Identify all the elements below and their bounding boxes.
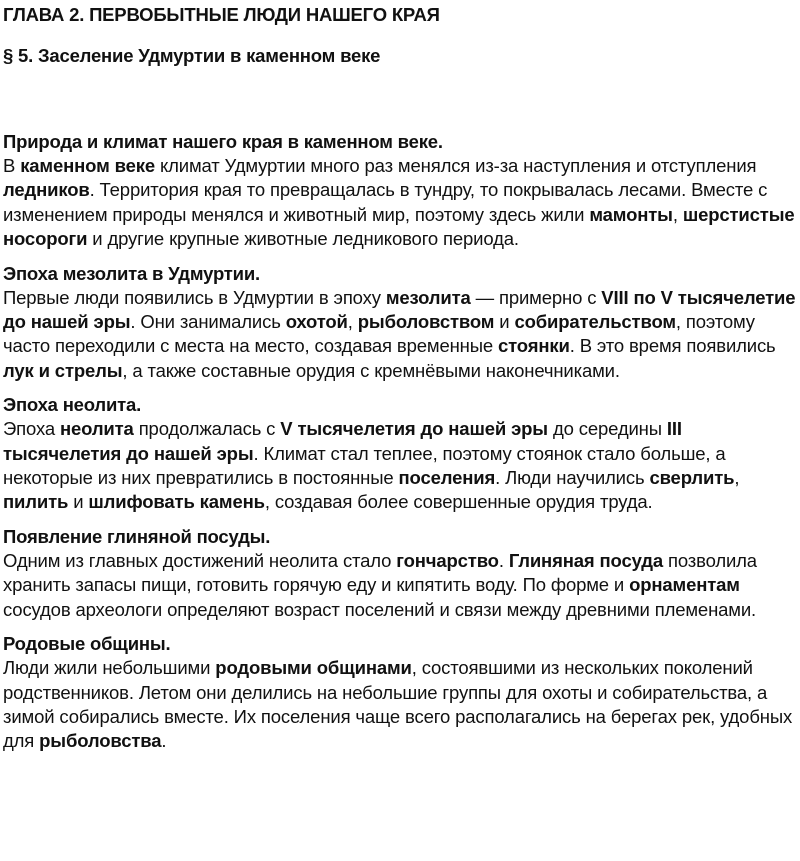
text-run: и	[494, 311, 515, 333]
block-heading: Родовые общины.	[3, 633, 171, 655]
text-run: . Климат стал теплее, поэтому стоянок стало больше, а некоторые из них превратились в постоянные	[3, 442, 726, 489]
section-mesolithic	[3, 262, 798, 384]
block-heading: Появление глиняной посуды.	[3, 525, 271, 547]
text-run: Первые люди появились в Удмуртии в эпоху	[3, 286, 386, 308]
text-run: сосудов археологи определяют возраст поселений и связи между древними племенами.	[3, 598, 757, 620]
bold-term: охотой	[285, 311, 348, 333]
bold-term: V тысячелетия до нашей эры	[280, 418, 548, 440]
text-run: . Территория края то превращалась в тундру, то покрывалась лесами. Вместе с изменением природы менялся и животный мир, поэтому здесь жили	[3, 179, 768, 225]
bold-term: мамонты	[589, 203, 673, 225]
section-pottery	[3, 525, 798, 622]
bold-term: стоянки	[498, 335, 570, 357]
text-run: , а также составные орудия с кремнёвыми наконечниками.	[122, 359, 620, 381]
text-run: , поэтому часто переходили с места на место, создавая временные	[3, 311, 755, 357]
bold-term: ледников	[3, 179, 90, 201]
block-paragraph	[3, 417, 798, 515]
bold-term: мезолита	[385, 286, 471, 308]
block-paragraph	[3, 286, 798, 384]
text-run: и другие крупные животные ледникового периода.	[87, 228, 519, 250]
block-heading: Эпоха мезолита в Удмуртии.	[3, 262, 260, 284]
section-nature-climate	[3, 130, 798, 252]
text-run: .	[161, 730, 167, 752]
bold-term: рыболовством	[357, 311, 495, 333]
text-run: . Люди научились	[495, 467, 650, 489]
bold-term: орнаментам	[629, 574, 740, 596]
block-paragraph	[3, 154, 798, 252]
text-run: до середины	[547, 418, 667, 440]
section-neolithic	[3, 393, 798, 515]
text-run: В	[3, 155, 21, 176]
bold-term: сверлить	[649, 467, 735, 489]
bold-term: Глиняная посуда	[508, 549, 663, 571]
bold-term: шлифовать камень	[88, 491, 265, 513]
block-paragraph	[3, 656, 798, 754]
text-run: и	[68, 491, 89, 513]
text-run: , состоявшими из нескольких поколений родственников. Летом они делились на небольшие группы для охоты и собирательства, а зимой собирались вместе. Их поселения чаще всего располагались на берегах рек, удобных для	[3, 657, 793, 752]
bold-term: неолита	[59, 418, 134, 440]
block-heading: Эпоха неолита.	[3, 394, 142, 416]
text-run: . Они занимались	[130, 311, 286, 333]
text-run: позволила хранить запасы пищи, готовить горячую еду и кипятить воду. По форме и	[3, 549, 757, 596]
bold-term: каменном веке	[20, 155, 155, 176]
text-run: продолжалась с	[133, 418, 281, 440]
text-run: климат Удмуртии много раз менялся из-за наступления и отступления	[154, 155, 757, 176]
document-page	[3, 0, 798, 754]
bold-term: рыболовства	[39, 730, 162, 752]
text-run: ,	[734, 467, 740, 489]
chapter-title: ГЛАВА 2. ПЕРВОБЫТНЫЕ ЛЮДИ НАШЕГО КРАЯ	[3, 4, 440, 25]
text-run: Эпоха	[3, 418, 60, 440]
text-run: , создавая более совершенные орудия труда.	[264, 491, 653, 513]
block-paragraph	[3, 549, 798, 622]
bold-term: III тысячелетия до нашей эры	[3, 418, 682, 464]
bold-term: собирательством	[514, 311, 676, 333]
text-run: ,	[672, 203, 683, 225]
bold-term: лук и стрелы	[3, 359, 123, 381]
text-run: — примерно с	[470, 286, 602, 308]
text-run: Одним из главных достижений неолита стало	[3, 549, 397, 571]
bold-term: родовыми общинами	[215, 657, 412, 679]
bold-term: гончарство	[396, 549, 499, 571]
text-run: Люди жили небольшими	[3, 657, 216, 679]
bold-term: пилить	[3, 491, 69, 513]
bold-term: шерстистые носороги	[3, 203, 795, 250]
bold-term: поселения	[398, 467, 496, 489]
text-run: . В это время появились	[569, 335, 776, 357]
section-title: § 5. Заселение Удмуртии в каменном веке	[3, 45, 381, 66]
bold-term: VIII по V тысячелетие до нашей эры	[3, 286, 796, 333]
block-heading: Природа и климат нашего края в каменном веке.	[3, 131, 443, 152]
text-run: .	[498, 549, 509, 571]
section-clan-communities	[3, 632, 798, 754]
text-run: ,	[347, 311, 358, 333]
